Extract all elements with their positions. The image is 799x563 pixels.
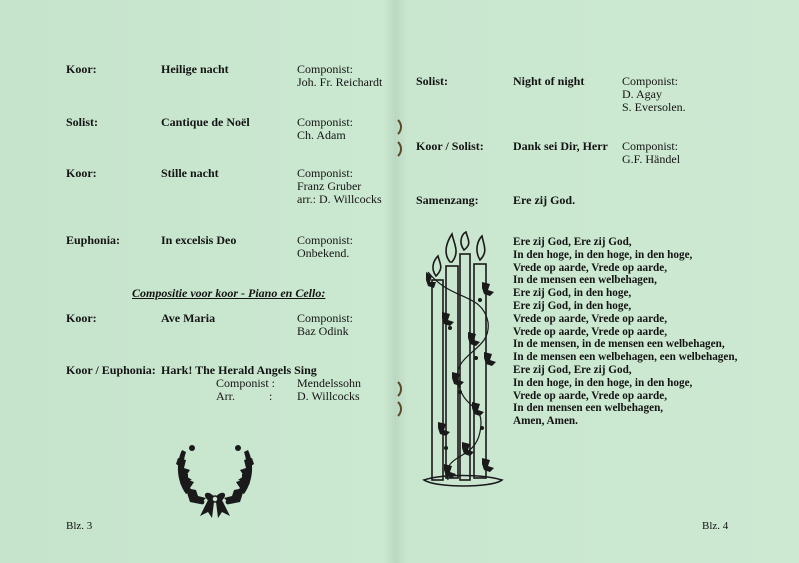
entry-credit-name: Mendelssohn xyxy=(297,376,361,390)
lyric-line: In den mensen een welbehagen, xyxy=(513,402,664,415)
entry-credit-label: Componist : xyxy=(216,376,276,390)
hymn-lyrics xyxy=(513,236,737,428)
page-right xyxy=(400,0,799,563)
entry-credit-name: Ch. Adam xyxy=(297,128,346,142)
entry-title: Night of night xyxy=(513,74,585,88)
entry-credit-name: D. Willcocks xyxy=(297,389,360,403)
entry-credit-name: Onbekend. xyxy=(297,246,350,260)
entry-credit-label: Componist: xyxy=(297,166,354,180)
entry-role: Euphonia: xyxy=(66,233,121,247)
entry-title: Ere zij God. xyxy=(513,193,576,207)
page-number: Blz. 3 xyxy=(66,520,93,532)
entry-role: Samenzang: xyxy=(416,193,479,207)
entry-credit-name: G.F. Händel xyxy=(622,152,681,166)
entry-role: Koor / Euphonia: xyxy=(66,363,156,377)
entry-credit-label: Componist: xyxy=(297,62,354,76)
lyric-line: In den hoge, in den hoge, in den hoge, xyxy=(513,248,693,261)
entry-credit-name: S. Eversolen. xyxy=(622,100,686,114)
entry-role: Koor: xyxy=(66,311,97,325)
lyric-line: Ere zij God, in den hoge, xyxy=(513,299,632,312)
entry-role: Koor: xyxy=(66,62,97,76)
lyric-line: Vrede op aarde, Vrede op aarde, xyxy=(513,261,668,274)
entry-title: Hark! The Herald Angels Sing xyxy=(161,363,317,377)
lyric-line: Vrede op aarde, Vrede op aarde, xyxy=(513,312,668,325)
entry-credit-sep: : xyxy=(269,389,273,403)
entry-role: Koor: xyxy=(66,166,97,180)
lyric-line: Amen, Amen. xyxy=(513,415,578,428)
lyric-line: Ere zij God, Ere zij God, xyxy=(513,363,632,376)
entry-credit-name: Joh. Fr. Reichardt xyxy=(297,75,383,89)
entry-credit-label: Componist: xyxy=(622,74,679,88)
entry-role: Solist: xyxy=(66,115,99,129)
entry-credit-name: D. Agay xyxy=(622,87,662,101)
entry-title: Dank sei Dir, Herr xyxy=(513,139,608,153)
lyric-line: In den hoge, in den hoge, in den hoge, xyxy=(513,376,693,389)
page-left xyxy=(0,0,398,563)
lyric-line: In de mensen een welbehagen, een welbehagen, xyxy=(513,351,738,364)
entry-title: Stille nacht xyxy=(161,166,219,180)
section-heading: Compositie voor koor - Piano en Cello: xyxy=(132,286,326,300)
lyric-line: In de mensen, in de mensen een welbehagen, xyxy=(513,338,725,351)
entry-credit-label: Componist: xyxy=(622,139,679,153)
entry-credit-label: Componist: xyxy=(297,233,354,247)
entry-title: Ave Maria xyxy=(161,311,216,325)
entry-title: In excelsis Deo xyxy=(161,233,237,247)
lyric-line: Vrede op aarde, Vrede op aarde, xyxy=(513,389,668,402)
entry-credit-arranger: arr.: D. Willcocks xyxy=(297,192,382,206)
entry-role: Koor / Solist: xyxy=(416,139,484,153)
entry-title: Heilige nacht xyxy=(161,62,229,76)
lyric-line: Vrede op aarde, Vrede op aarde, xyxy=(513,325,668,338)
entry-role: Solist: xyxy=(416,74,449,88)
page-number: Blz. 4 xyxy=(702,520,729,532)
lyric-line: In de mensen een welbehagen, xyxy=(513,274,657,287)
entry-credit-name: Franz Gruber xyxy=(297,179,362,193)
entry-credit-name: Baz Odink xyxy=(297,324,349,338)
entry-credit-label: Arr. xyxy=(216,389,235,403)
candles-icon xyxy=(422,232,504,494)
lyric-line: Ere zij God, in den hoge, xyxy=(513,287,632,300)
holly-wreath-icon xyxy=(172,442,258,520)
entry-credit-label: Componist: xyxy=(297,115,354,129)
entry-credit-label: Componist: xyxy=(297,311,354,325)
lyric-line: Ere zij God, Ere zij God, xyxy=(513,236,632,248)
entry-title: Cantique de Noël xyxy=(161,115,250,129)
